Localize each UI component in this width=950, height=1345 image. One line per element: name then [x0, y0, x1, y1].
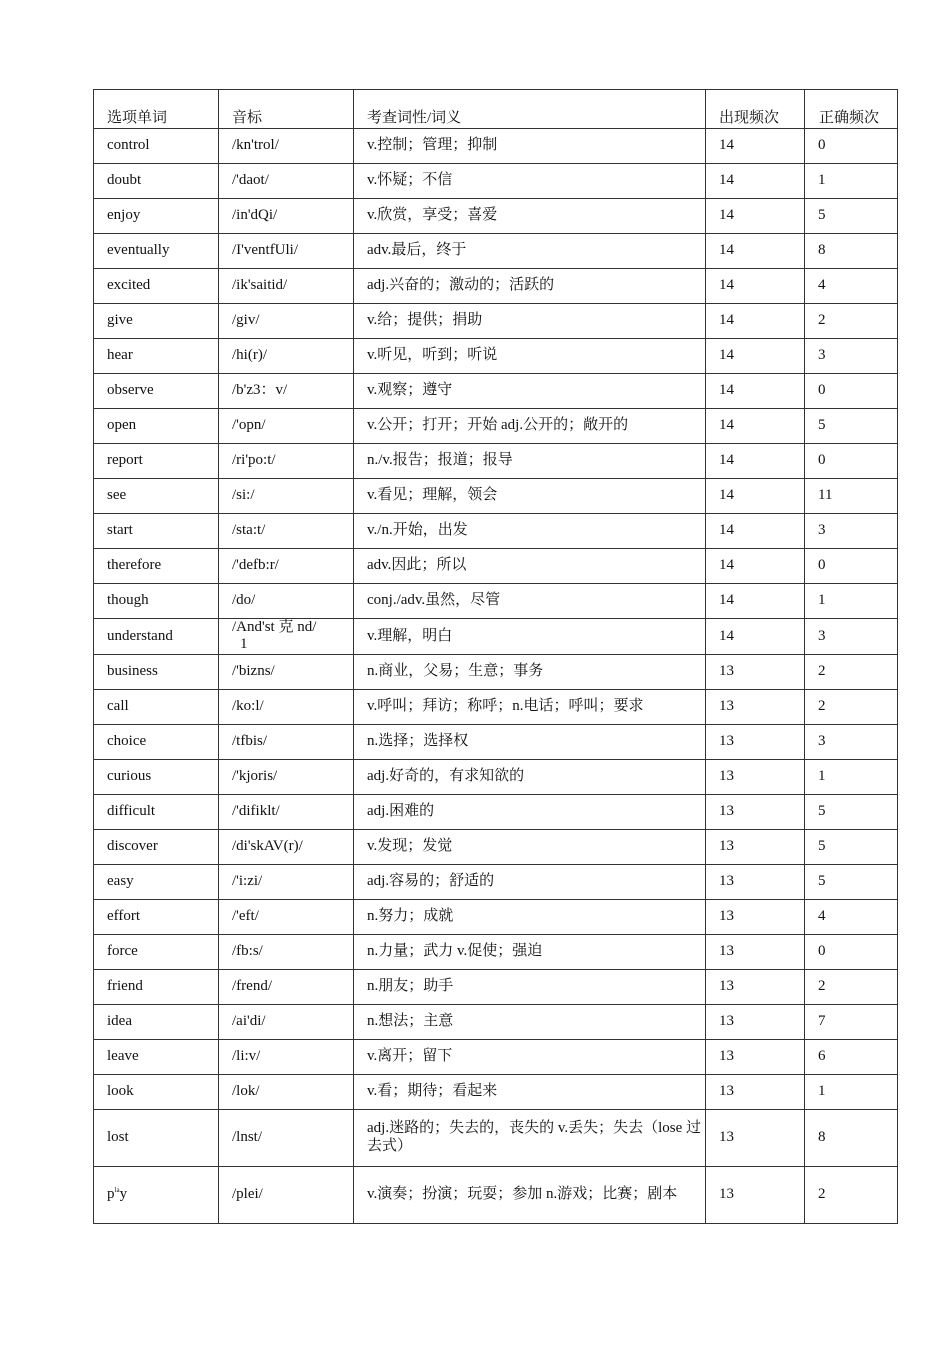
appear-count-cell: 14	[706, 549, 805, 584]
correct-count-cell: 2	[805, 689, 898, 724]
appear-count-cell: 13	[706, 759, 805, 794]
table-row	[94, 864, 898, 899]
phonetic-cell: /'i:zi/	[219, 864, 354, 899]
word-cell: hear	[94, 339, 219, 374]
word-cell: effort	[94, 899, 219, 934]
header-meaning: 考查词性/词义	[354, 90, 706, 129]
phonetic-cell: /'opn/	[219, 409, 354, 444]
correct-count-cell: 1	[805, 164, 898, 199]
correct-count-cell: 5	[805, 199, 898, 234]
phonetic-cell: /plei/	[219, 1166, 354, 1223]
word-cell: choice	[94, 724, 219, 759]
meaning-cell: conj./adv.虽然，尽管	[354, 584, 706, 619]
word-cell: lost	[94, 1109, 219, 1166]
word-cell: observe	[94, 374, 219, 409]
word-cell: see	[94, 479, 219, 514]
word-cell: friend	[94, 969, 219, 1004]
meaning-cell: n.想法；主意	[354, 1004, 706, 1039]
word-cell: business	[94, 654, 219, 689]
table-row	[94, 969, 898, 1004]
meaning-cell: n./v.报告；报道；报导	[354, 444, 706, 479]
phonetic-cell: /'difiklt/	[219, 794, 354, 829]
meaning-cell: adj.兴奋的；激动的；活跃的	[354, 269, 706, 304]
correct-count-cell: 1	[805, 759, 898, 794]
meaning-cell: n.努力；成就	[354, 899, 706, 934]
correct-count-cell: 2	[805, 304, 898, 339]
phonetic-cell: /li:v/	[219, 1039, 354, 1074]
table-row	[94, 899, 898, 934]
table-row	[94, 654, 898, 689]
word-cell: excited	[94, 269, 219, 304]
phonetic-cell: /'kjoris/	[219, 759, 354, 794]
correct-count-cell: 3	[805, 724, 898, 759]
correct-count-cell: 3	[805, 514, 898, 549]
table-row	[94, 549, 898, 584]
phonetic-cell: /sta:t/	[219, 514, 354, 549]
word-cell: force	[94, 934, 219, 969]
table-row	[94, 304, 898, 339]
word-cell: open	[94, 409, 219, 444]
word-cell: though	[94, 584, 219, 619]
meaning-cell: v.公开；打开；开始 adj.公开的；敞开的	[354, 409, 706, 444]
table-header-row	[94, 90, 898, 129]
appear-count-cell: 13	[706, 1166, 805, 1223]
appear-count-cell: 14	[706, 164, 805, 199]
word-cell: leave	[94, 1039, 219, 1074]
correct-count-cell: 0	[805, 374, 898, 409]
meaning-cell: v.发现；发觉	[354, 829, 706, 864]
appear-count-cell: 14	[706, 479, 805, 514]
phonetic-cell	[219, 619, 354, 655]
table-row	[94, 339, 898, 374]
table-row	[94, 444, 898, 479]
word-cell: curious	[94, 759, 219, 794]
header-phonetic: 音标	[219, 90, 354, 129]
phonetic-cell: /do/	[219, 584, 354, 619]
appear-count-cell: 13	[706, 1004, 805, 1039]
phonetic-cell: /ik'saitid/	[219, 269, 354, 304]
table-row	[94, 164, 898, 199]
correct-count-cell: 8	[805, 234, 898, 269]
appear-count-cell: 14	[706, 584, 805, 619]
meaning-cell: adv.因此；所以	[354, 549, 706, 584]
correct-count-cell: 2	[805, 1166, 898, 1223]
correct-count-cell: 5	[805, 409, 898, 444]
table-row	[94, 514, 898, 549]
word-cell: understand	[94, 619, 219, 655]
correct-count-cell: 3	[805, 619, 898, 655]
phonetic-cell: /'daot/	[219, 164, 354, 199]
meaning-cell: adv.最后，终于	[354, 234, 706, 269]
table-row	[94, 934, 898, 969]
word-cell	[94, 1166, 219, 1223]
appear-count-cell: 14	[706, 304, 805, 339]
word-cell: discover	[94, 829, 219, 864]
appear-count-cell: 13	[706, 864, 805, 899]
table-row	[94, 619, 898, 655]
appear-count-cell: 13	[706, 1074, 805, 1109]
phonetic-cell: /ri'po:t/	[219, 444, 354, 479]
table-row	[94, 129, 898, 164]
table-row	[94, 1039, 898, 1074]
correct-count-cell: 0	[805, 444, 898, 479]
appear-count-cell: 14	[706, 409, 805, 444]
appear-count-cell: 13	[706, 1109, 805, 1166]
vocabulary-table	[93, 89, 898, 1224]
meaning-cell: v.看见；理解，领会	[354, 479, 706, 514]
table-row	[94, 269, 898, 304]
appear-count-cell: 13	[706, 899, 805, 934]
correct-count-cell: 8	[805, 1109, 898, 1166]
header-word: 选项单词	[94, 90, 219, 129]
word-cell: idea	[94, 1004, 219, 1039]
meaning-cell: v.观察；遵守	[354, 374, 706, 409]
correct-count-cell: 2	[805, 969, 898, 1004]
appear-count-cell: 14	[706, 234, 805, 269]
word-cell: difficult	[94, 794, 219, 829]
word-cell: enjoy	[94, 199, 219, 234]
phonetic-cell: /kn'trol/	[219, 129, 354, 164]
phonetic-line: /And'st 克 nd/	[232, 619, 317, 635]
word-cell: doubt	[94, 164, 219, 199]
meaning-cell: v.离开；留下	[354, 1039, 706, 1074]
table-row	[94, 234, 898, 269]
phonetic-cell: /'defb:r/	[219, 549, 354, 584]
phonetic-cell: /in'dQi/	[219, 199, 354, 234]
phonetic-cell: /lnst/	[219, 1109, 354, 1166]
phonetic-cell: /hi(r)/	[219, 339, 354, 374]
appear-count-cell: 14	[706, 129, 805, 164]
table-row	[94, 584, 898, 619]
phonetic-cell: /'bizns/	[219, 654, 354, 689]
meaning-cell: adj.好奇的，有求知欲的	[354, 759, 706, 794]
meaning-cell: n.力量；武力 v.促使；强迫	[354, 934, 706, 969]
correct-count-cell: 7	[805, 1004, 898, 1039]
word-cell: give	[94, 304, 219, 339]
meaning-cell: v.看；期待；看起来	[354, 1074, 706, 1109]
phonetic-cell: /b'z3：v/	[219, 374, 354, 409]
meaning-cell: v.演奏；扮演；玩耍；参加 n.游戏；比赛；剧本	[354, 1166, 706, 1223]
meaning-cell: v.听见，听到；听说	[354, 339, 706, 374]
correct-count-cell: 4	[805, 269, 898, 304]
phonetic-line-2: 1	[240, 636, 248, 653]
correct-count-cell: 0	[805, 549, 898, 584]
phonetic-cell: /si:/	[219, 479, 354, 514]
correct-count-cell: 4	[805, 899, 898, 934]
word-part: y	[119, 1185, 128, 1202]
correct-count-cell: 11	[805, 479, 898, 514]
meaning-cell: n.商业，父易；生意；事务	[354, 654, 706, 689]
phonetic-cell: /frend/	[219, 969, 354, 1004]
word-cell: eventually	[94, 234, 219, 269]
table-row	[94, 724, 898, 759]
appear-count-cell: 13	[706, 934, 805, 969]
appear-count-cell: 13	[706, 654, 805, 689]
appear-count-cell: 14	[706, 514, 805, 549]
meaning-cell: adj.迷路的；失去的，丧失的 v.丢失；失去（lose 过去式）	[354, 1109, 706, 1166]
phonetic-cell: /giv/	[219, 304, 354, 339]
correct-count-cell: 1	[805, 584, 898, 619]
table-row	[94, 1166, 898, 1223]
correct-count-cell: 5	[805, 794, 898, 829]
phonetic-cell: /I'ventfUli/	[219, 234, 354, 269]
correct-count-cell: 0	[805, 129, 898, 164]
table-row	[94, 1004, 898, 1039]
meaning-cell: v.怀疑；不信	[354, 164, 706, 199]
correct-count-cell: 3	[805, 339, 898, 374]
meaning-cell: v./n.开始，出发	[354, 514, 706, 549]
meaning-cell: adj.困难的	[354, 794, 706, 829]
table-row	[94, 374, 898, 409]
table-row	[94, 1074, 898, 1109]
phonetic-cell: /di'skAV(r)/	[219, 829, 354, 864]
correct-count-cell: 0	[805, 934, 898, 969]
phonetic-cell: /fb:s/	[219, 934, 354, 969]
table-row	[94, 829, 898, 864]
appear-count-cell: 13	[706, 969, 805, 1004]
meaning-cell: n.朋友；助手	[354, 969, 706, 1004]
appear-count-cell: 14	[706, 339, 805, 374]
table-row	[94, 794, 898, 829]
word-cell: therefore	[94, 549, 219, 584]
word-part: p	[107, 1185, 115, 1202]
phonetic-cell: /ko:l/	[219, 689, 354, 724]
meaning-cell: adj.容易的；舒适的	[354, 864, 706, 899]
word-cell: report	[94, 444, 219, 479]
appear-count-cell: 13	[706, 794, 805, 829]
correct-count-cell: 1	[805, 1074, 898, 1109]
table-row	[94, 759, 898, 794]
meaning-cell: n.选择；选择权	[354, 724, 706, 759]
phonetic-cell: /tfbis/	[219, 724, 354, 759]
word-cell: call	[94, 689, 219, 724]
word-cell: control	[94, 129, 219, 164]
correct-count-cell: 6	[805, 1039, 898, 1074]
meaning-cell: v.呼叫；拜访；称呼；n.电话；呼叫；要求	[354, 689, 706, 724]
correct-count-cell: 2	[805, 654, 898, 689]
word-cell: start	[94, 514, 219, 549]
word-cell: easy	[94, 864, 219, 899]
phonetic-cell: /ai'di/	[219, 1004, 354, 1039]
appear-count-cell: 13	[706, 1039, 805, 1074]
appear-count-cell: 14	[706, 444, 805, 479]
appear-count-cell: 13	[706, 724, 805, 759]
header-correct-count: 正确频次	[805, 90, 898, 129]
meaning-cell: v.欣赏，享受；喜爱	[354, 199, 706, 234]
table-row	[94, 689, 898, 724]
correct-count-cell: 5	[805, 864, 898, 899]
meaning-cell: v.给；提供；捐助	[354, 304, 706, 339]
appear-count-cell: 14	[706, 374, 805, 409]
appear-count-cell: 14	[706, 269, 805, 304]
table-row	[94, 479, 898, 514]
word-cell: look	[94, 1074, 219, 1109]
meaning-cell: v.理解，明白	[354, 619, 706, 655]
appear-count-cell: 13	[706, 829, 805, 864]
table-row	[94, 1109, 898, 1166]
appear-count-cell: 14	[706, 619, 805, 655]
appear-count-cell: 14	[706, 199, 805, 234]
meaning-cell: v.控制；管理；抑制	[354, 129, 706, 164]
word-part-superscript: la	[114, 1185, 120, 1194]
phonetic-cell: /'eft/	[219, 899, 354, 934]
header-appear-count: 出现频次	[706, 90, 805, 129]
table-row	[94, 199, 898, 234]
appear-count-cell: 13	[706, 689, 805, 724]
table-row	[94, 409, 898, 444]
phonetic-cell: /lok/	[219, 1074, 354, 1109]
correct-count-cell: 5	[805, 829, 898, 864]
